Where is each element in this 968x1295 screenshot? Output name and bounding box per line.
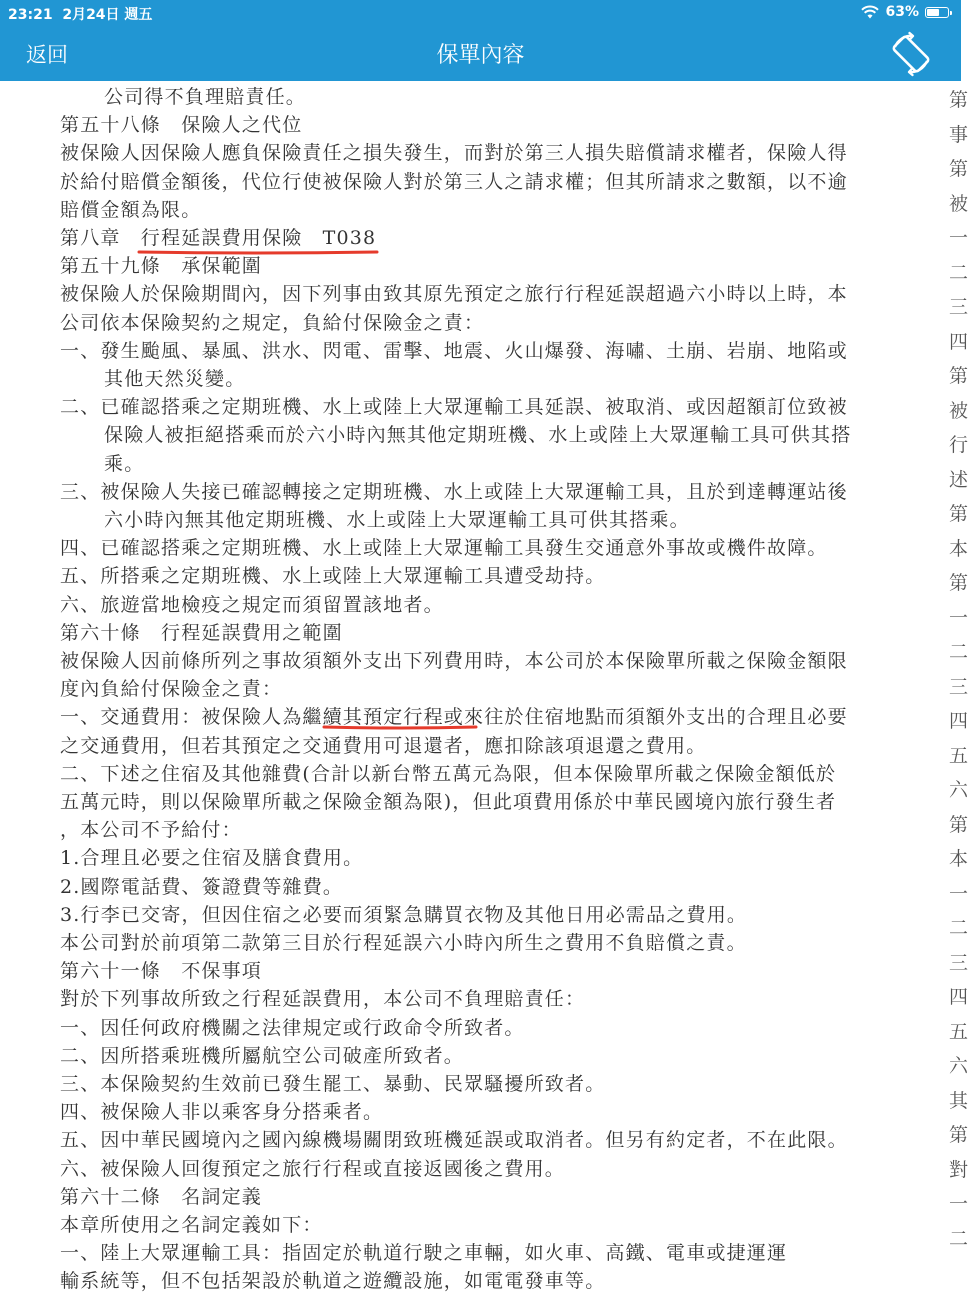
edge-glyph: 二: [949, 261, 968, 284]
document-line: 被保險人於保險期間內，因下列事由致其原先預定之旅行行程延誤超過六小時以上時，本: [60, 283, 848, 306]
edge-glyph: 對: [949, 1158, 968, 1181]
edge-glyph: 五: [949, 744, 968, 767]
document-line: 被保險人因保險人應負保險責任之損失發生，而對於第三人損失賠償請求權者，保險人得: [60, 142, 848, 165]
policy-document[interactable]: [0, 81, 968, 1293]
status-indicators: [861, 4, 949, 20]
edge-glyph: 一: [949, 606, 968, 629]
document-line: 五、所搭乘之定期班機、水上或陸上大眾運輸工具遭受劫持。: [60, 565, 606, 588]
edge-glyph: 四: [949, 710, 968, 732]
edge-glyph: 其: [949, 1089, 968, 1112]
status-bar: [0, 0, 961, 25]
document-line: ，本公司不予給付：: [60, 819, 242, 842]
battery-icon: [925, 7, 949, 18]
edge-glyph: 第: [949, 503, 968, 525]
edge-glyph: 第: [949, 572, 968, 594]
document-line: 公司得不負理賠責任。: [104, 86, 307, 108]
highlight-underline: [322, 725, 478, 729]
document-line: 2.國際電話費、簽證費等雜費。: [60, 875, 344, 898]
document-line: 二、下述之住宿及其他雜費(合計以新台幣五萬元為限，但本保險單所載之保險金額低於: [60, 762, 837, 785]
document-line: 四、被保險人非以乘客身分搭乘者。: [60, 1101, 384, 1124]
edge-glyph: 三: [949, 675, 968, 698]
edge-glyph: 一: [949, 882, 968, 905]
edge-glyph: 被: [949, 192, 968, 215]
document-line: 本章所使用之名詞定義如下：: [60, 1214, 323, 1236]
document-line: 四、已確認搭乘之定期班機、水上或陸上大眾運輸工具發生交通意外事故或機件故障。: [60, 537, 828, 560]
document-line: 於給付賠償金額後，代位行使被保險人對於第三人之請求權；但其所請求之數額，以不逾: [60, 170, 848, 193]
battery-percent: 63%: [885, 4, 919, 20]
document-line: 二、因所搭乘班機所屬航空公司破產所致者。: [60, 1044, 465, 1067]
highlight-underline: [137, 250, 379, 254]
document-line: 二、已確認搭乘之定期班機、水上或陸上大眾運輸工具延誤、被取消、或因超額訂位致被: [60, 396, 848, 419]
document-line: 五、因中華民國境內之國內線機場關閉致班機延誤或取消者。但另有約定者，不在此限。: [60, 1129, 848, 1152]
edge-glyph: 一: [949, 1193, 968, 1215]
document-line: 第五十九條 承保範圍: [60, 255, 263, 278]
document-line: 三、被保險人失接已確認轉接之定期班機、水上或陸上大眾運輸工具，且於到達轉運站後: [60, 480, 848, 503]
edge-glyph: 第: [949, 365, 968, 387]
edge-glyph: 三: [949, 951, 968, 974]
document-line: 1.合理且必要之住宿及膳食費用。: [60, 847, 364, 870]
document-line: 對於下列事故所致之行程延誤費用，本公司不負理賠責任：: [60, 988, 586, 1011]
edge-glyph: 四: [949, 986, 968, 1008]
document-line: 一、因任何政府機關之法律規定或行政命令所致者。: [60, 1016, 525, 1039]
document-line: 第八章 行程延誤費用保險 T038: [60, 227, 377, 249]
rotate-screen-icon[interactable]: [885, 28, 937, 80]
edge-glyph: 六: [949, 1055, 968, 1077]
document-line: 之交通費用，但若其預定之交通費用可退還者，應扣除該項退還之費用。: [60, 734, 707, 757]
clock-text: 23:21: [8, 7, 53, 23]
document-line: 輸系統等，但不包括架設於軌道之遊纜設施，如電電發車等。: [60, 1270, 606, 1293]
document-line: 本公司對於前項第二款第三目於行程延誤六小時內所生之費用不負賠償之責。: [60, 932, 747, 954]
edge-glyph: 事: [949, 123, 968, 146]
document-line: 3.行李已交寄，但因住宿之必要而須緊急購買衣物及其他日用必需品之費用。: [60, 903, 748, 926]
document-line: 第六十一條 不保事項: [60, 960, 263, 983]
battery-level: [927, 9, 939, 16]
document-line: 被保險人因前條所列之事故須額外支出下列費用時，本公司於本保險單所載之保險金額限: [60, 650, 848, 672]
document-line: 第六十二條 名詞定義: [60, 1185, 263, 1208]
document-line: 一、交通費用：被保險人為繼續其預定行程或來往於住宿地點而須額外支出的合理且必要: [60, 706, 848, 729]
edge-glyph: 五: [949, 1020, 968, 1043]
back-button[interactable]: 返回: [26, 43, 68, 67]
document-line: 六、被保險人回復預定之旅行行程或直接返國後之費用。: [60, 1157, 566, 1180]
edge-glyph: 第: [949, 89, 968, 111]
edge-glyph: 第: [949, 1124, 968, 1146]
next-page-edge: [949, 81, 968, 1280]
edge-glyph: 二: [949, 1227, 968, 1250]
document-line: 五萬元時，則以保險單所載之保險金額為限)，但此項費用係於中華民國境內旅行發生者: [60, 791, 837, 813]
edge-glyph: 六: [949, 779, 968, 801]
document-line: 六、旅遊當地檢疫之規定而須留置該地者。: [60, 593, 444, 616]
document-line: 一、陸上大眾運輸工具：指固定於軌道行駛之車輛，如火車、高鐵、電車或捷運運: [60, 1242, 788, 1265]
edge-glyph: 本: [949, 848, 968, 870]
document-line: 其他天然災變。: [104, 368, 246, 390]
edge-glyph: 四: [949, 330, 968, 353]
status-time: [8, 4, 152, 24]
edge-glyph: 被: [949, 399, 968, 422]
page-title: 保單內容: [436, 43, 525, 68]
document-line: 六小時內無其他定期班機、水上或陸上大眾運輸工具可供其搭乘。: [104, 509, 690, 531]
edge-glyph: 本: [949, 537, 968, 560]
edge-glyph: 行: [949, 434, 968, 456]
document-line: 乘。: [104, 452, 145, 475]
edge-glyph: 第: [949, 813, 968, 836]
document-line: 賠償金額為限。: [60, 198, 202, 221]
document-line: 第六十條 行程延誤費用之範圍: [60, 621, 343, 644]
edge-glyph: 一: [949, 227, 968, 249]
edge-glyph: 第: [949, 158, 968, 180]
document-line: 一、發生颱風、暴風、洪水、閃電、雷擊、地震、火山爆發、海嘯、土崩、岩崩、地陷或: [60, 339, 848, 362]
document-line: 度內負給付保險金之責：: [60, 678, 283, 701]
document-line: 第五十八條 保險人之代位: [60, 114, 303, 137]
document-line: 三、本保險契約生效前已發生罷工、暴動、民眾騷擾所致者。: [60, 1073, 606, 1095]
edge-glyph: 二: [949, 641, 968, 663]
document-line: 保險人被拒絕搭乘而於六小時內無其他定期班機、水上或陸上大眾運輸工具可供其搭: [104, 424, 852, 447]
edge-glyph: 述: [949, 468, 968, 491]
date-text: 2月24日 週五: [62, 7, 153, 23]
wifi-icon: [861, 6, 879, 19]
edge-glyph: 三: [949, 296, 968, 318]
edge-glyph: 二: [949, 917, 968, 939]
nav-bar: [0, 25, 961, 81]
document-line: 公司依本保險契約之規定，負給付保險金之責：: [60, 311, 485, 334]
